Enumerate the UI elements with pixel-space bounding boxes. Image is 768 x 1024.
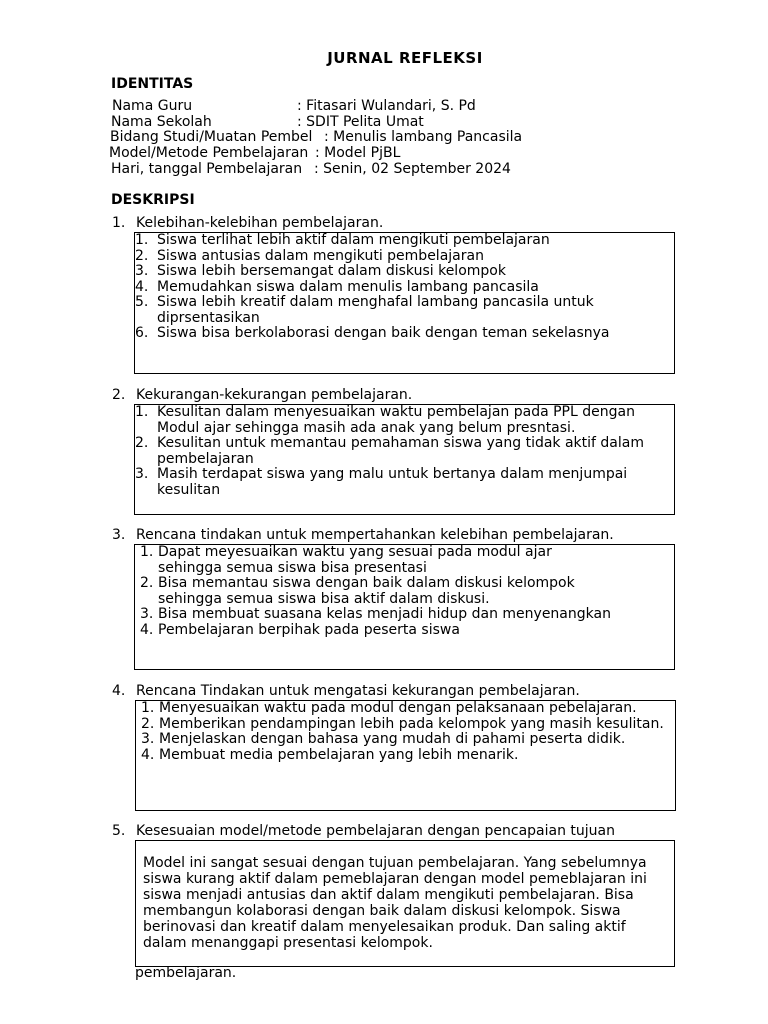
identity-label-hari-tanggal: Hari, tanggal Pembelajaran (111, 161, 303, 177)
list-item-text: Siswa antusias dalam mengikuti pembelajaran (157, 247, 484, 264)
list-item-number: 2. (135, 435, 149, 451)
list-item-number: 1. (141, 700, 155, 716)
section-title-kesesuaian: Kesesuaian model/metode pembelajaran dengan pencapaian tujuan (136, 823, 615, 839)
identity-value-model-metode: : Model PjBL (315, 145, 401, 161)
identity-label-bidang-studi: Bidang Studi/Muatan Pembel (110, 129, 313, 145)
list-item-text-continued: pembelajaran (157, 450, 254, 467)
section-number: 5. (112, 823, 126, 839)
list-item-text-continued: sehingga semua siswa bisa presentasi (158, 559, 427, 576)
list-item-number: 3. (135, 466, 149, 482)
identity-value-nama-sekolah: : SDIT Pelita Umat (297, 114, 424, 130)
identity-value-nama-guru: : Fitasari Wulandari, S. Pd (297, 98, 476, 114)
section-title-kelebihan: Kelebihan-kelebihan pembelajaran. (136, 215, 384, 231)
list-item-number: 4. (141, 746, 155, 763)
list-item-text: Memberikan pendampingan lebih pada kelompok yang masih kesulitan. (159, 715, 664, 732)
list-item-number: 6. (135, 325, 149, 341)
section-number: 3. (112, 527, 126, 543)
deskripsi-heading: DESKRIPSI (111, 192, 195, 208)
identity-value-hari-tanggal: : Senin, 02 September 2024 (314, 161, 511, 177)
trailing-text: pembelajaran. (135, 965, 237, 981)
list-item-text-continued: sehingga semua siswa bisa aktif dalam diskusi. (158, 590, 490, 607)
list-item-text: Menjelaskan dengan bahasa yang mudah di pahami peserta didik. (159, 731, 626, 747)
list-item-text: Siswa lebih bersemangat dalam diskusi kelompok (157, 263, 506, 279)
list-item-number: 2. (135, 247, 149, 264)
list-item-number: 3. (141, 731, 155, 747)
list-item-text-continued: kesulitan (157, 481, 221, 498)
paragraph-line: membangun kolaborasi dengan baik dalam diskusi kelompok. Siswa (143, 903, 621, 919)
list-item-text: Siswa terlihat lebih aktif dalam mengikuti pembelajaran (157, 232, 550, 248)
identity-label-nama-guru: Nama Guru (112, 98, 193, 114)
list-item-number: 4. (140, 621, 154, 638)
list-item-number: 3. (135, 263, 149, 279)
identitas-heading: IDENTITAS (111, 76, 194, 92)
list-item-text: Menyesuaikan waktu pada modul dengan pelaksanaan pebelajaran. (159, 700, 637, 716)
kekurangan-box (134, 404, 675, 515)
identity-label-model-metode: Model/Metode Pembelajaran (109, 145, 309, 161)
rencana-mempertahankan-box (134, 544, 675, 670)
list-item-text: Bisa membuat suasana kelas menjadi hidup dan menyenangkan (158, 606, 611, 622)
kelebihan-box (134, 232, 675, 374)
list-item-text: Kesulitan untuk memantau pemahaman siswa yang tidak aktif dalam (157, 435, 644, 451)
paragraph-line: siswa menjadi antusias dan aktif dalam mengikuti pembelajaran. Bisa (143, 887, 634, 903)
list-item-text: Masih terdapat siswa yang malu untuk bertanya dalam menjumpai (157, 466, 628, 482)
list-item-text: Kesulitan dalam menyesuaikan waktu pembelajan pada PPL dengan (157, 404, 635, 420)
list-item-text: Memudahkan siswa dalam menulis lambang pancasila (157, 278, 539, 295)
identity-value-bidang-studi: : Menulis lambang Pancasila (324, 129, 523, 145)
paragraph-line: Model ini sangat sesuai dengan tujuan pembelajaran. Yang sebelumnya (143, 855, 647, 871)
paragraph-line: dalam menanggapi presentasi kelompok. (143, 935, 433, 951)
list-item-number: 4. (135, 278, 149, 295)
list-item-number: 2. (141, 715, 155, 732)
list-item-text-continued: diprsentasikan (157, 309, 260, 326)
list-item-text: Bisa memantau siswa dengan baik dalam diskusi kelompok (158, 575, 575, 591)
list-item-number: 2. (140, 575, 154, 591)
list-item-text: Membuat media pembelajaran yang lebih menarik. (159, 746, 519, 763)
list-item-text: Siswa lebih kreatif dalam menghafal lambang pancasila untuk (157, 294, 594, 310)
section-number: 4. (112, 683, 126, 699)
section-number: 1. (112, 215, 126, 231)
list-item-text: Pembelajaran berpihak pada peserta siswa (158, 621, 460, 638)
page-title: JURNAL REFLEKSI (327, 49, 483, 67)
identity-label-nama-sekolah: Nama Sekolah (111, 114, 212, 130)
list-item-text: Siswa bisa berkolaborasi dengan baik dengan teman sekelasnya (157, 325, 610, 341)
paragraph-line: berinovasi dan kreatif dalam menyelesaikan produk. Dan saling aktif (143, 919, 626, 935)
list-item-number: 3. (140, 606, 154, 622)
list-item-number: 1. (135, 404, 149, 420)
list-item-text: Dapat meyesuaikan waktu yang sesuai pada modul ajar (158, 544, 552, 560)
section-title-kekurangan: Kekurangan-kekurangan pembelajaran. (136, 387, 413, 403)
rencana-mengatasi-box (135, 700, 676, 811)
paragraph-line: siswa kurang aktif dalam pemeblajaran dengan model pemeblajaran ini (143, 871, 647, 887)
section-number: 2. (112, 387, 126, 403)
section-title-rencana-mengatasi: Rencana Tindakan untuk mengatasi kekurangan pembelajaran. (136, 683, 580, 699)
section-title-rencana-mempertahankan: Rencana tindakan untuk mempertahankan kelebihan pembelajaran. (136, 527, 614, 543)
list-item-text-continued: Modul ajar sehingga masih ada anak yang belum presntasi. (157, 419, 576, 436)
list-item-number: 1. (140, 544, 154, 560)
list-item-number: 1. (135, 232, 149, 248)
kesesuaian-box (135, 840, 675, 967)
list-item-number: 5. (135, 294, 149, 310)
